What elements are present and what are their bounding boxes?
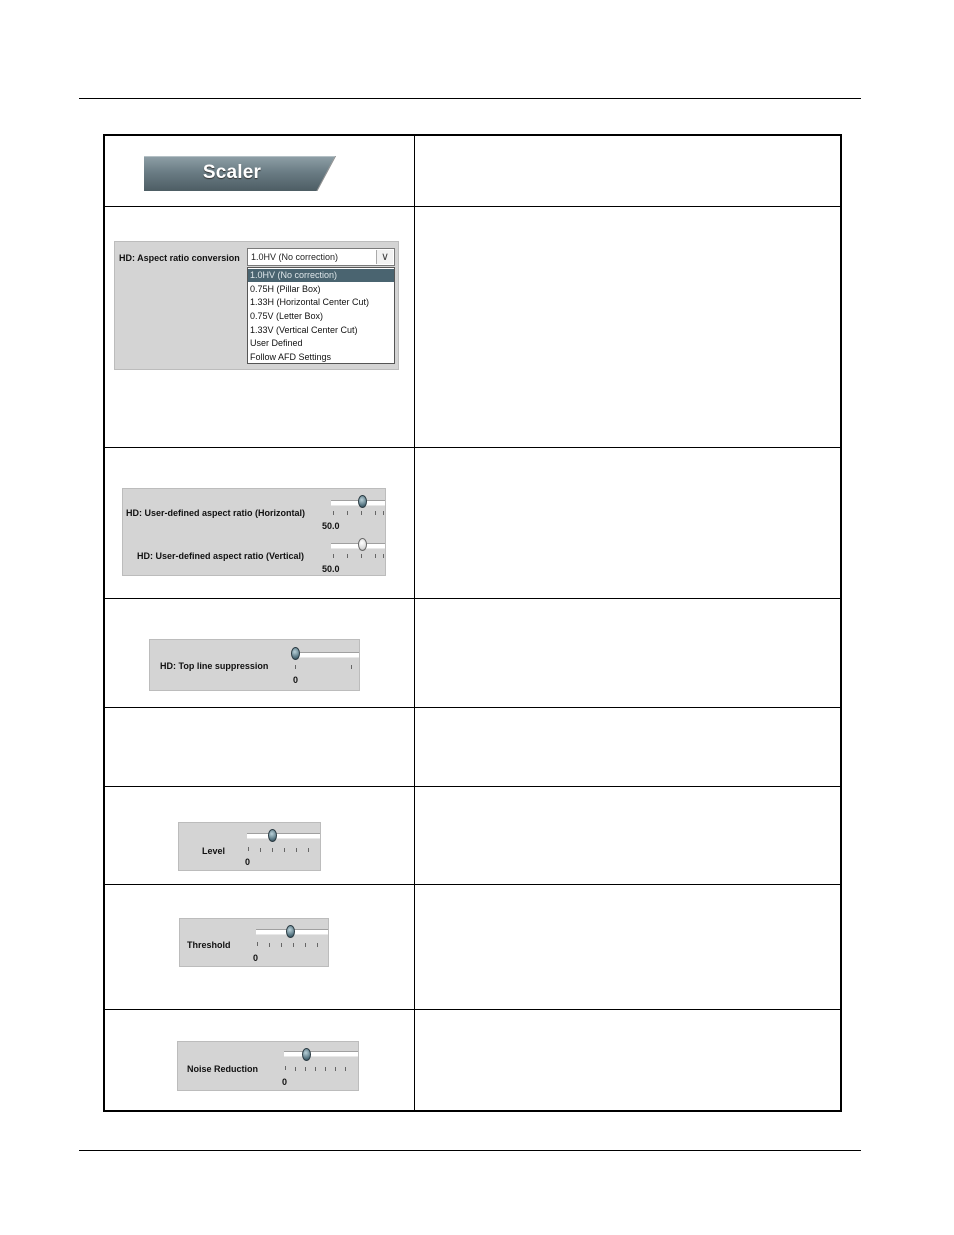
table-row-top-line-suppression (105, 598, 840, 708)
parameter-table (103, 134, 842, 1112)
threshold-panel (179, 918, 329, 967)
tick-mark (375, 511, 376, 515)
tick-mark (317, 943, 318, 947)
top-line-suppression-track[interactable] (292, 652, 359, 658)
scaler-tab-label: Scaler (202, 162, 262, 183)
tick-mark (308, 848, 309, 852)
tick-mark (325, 1067, 326, 1071)
tick-mark (269, 943, 270, 947)
scaler-tab-banner[interactable] (144, 156, 338, 191)
tick-mark (281, 943, 282, 947)
table-row-user-defined-aspect (105, 447, 840, 599)
aspect-ratio-option[interactable]: 0.75H (Pillar Box) (250, 284, 321, 294)
vertical-ratio-value: 50.0 (322, 564, 340, 574)
noise-reduction-track[interactable] (284, 1051, 358, 1057)
level-track[interactable] (247, 833, 320, 839)
table-row-scaler-banner (105, 136, 840, 207)
noise-reduction-value: 0 (282, 1077, 288, 1087)
tick-mark (257, 942, 258, 946)
tick-mark (333, 554, 334, 558)
tick-mark (335, 1067, 336, 1071)
vertical-ratio-label: HD: User-defined aspect ratio (Vertical) (137, 551, 305, 561)
table-row-level (105, 786, 840, 885)
noise-reduction-slider-handle[interactable] (302, 1048, 311, 1061)
aspect-ratio-selected-value: 1.0HV (No correction) (251, 252, 339, 262)
aspect-ratio-select[interactable] (247, 248, 395, 266)
aspect-ratio-option[interactable]: 1.33H (Horizontal Center Cut) (250, 297, 370, 307)
tick-mark (347, 554, 348, 558)
horizontal-ratio-label: HD: User-defined aspect ratio (Horizontal) (126, 508, 306, 518)
user-defined-aspect-panel (122, 488, 386, 576)
top-line-suppression-label: HD: Top line suppression (160, 661, 269, 671)
tick-mark (375, 554, 376, 558)
level-panel (178, 822, 321, 871)
noise-reduction-panel (177, 1041, 359, 1091)
tick-mark (305, 1067, 306, 1071)
tick-mark (361, 511, 362, 515)
tick-mark (248, 847, 249, 851)
tick-mark (383, 511, 384, 515)
tick-mark (284, 848, 285, 852)
noise-reduction-label: Noise Reduction (187, 1064, 259, 1074)
aspect-ratio-option[interactable]: 1.0HV (No correction) (248, 269, 394, 282)
horizontal-ratio-value: 50.0 (322, 521, 340, 531)
horizontal-ratio-slider-handle[interactable] (358, 495, 367, 508)
table-row-noise-reduction (105, 1009, 840, 1112)
top-line-suppression-slider-handle[interactable] (291, 647, 300, 660)
tick-mark (383, 554, 384, 558)
threshold-label: Threshold (187, 940, 231, 950)
level-label: Level (202, 846, 226, 856)
tick-mark (295, 665, 296, 669)
table-row-empty (105, 707, 840, 787)
top-line-suppression-panel (149, 639, 360, 691)
level-value: 0 (245, 857, 251, 867)
aspect-ratio-option[interactable]: 1.33V (Vertical Center Cut) (250, 325, 358, 335)
aspect-ratio-options-list (247, 267, 395, 364)
tick-mark (315, 1067, 316, 1071)
header-rule (79, 98, 861, 99)
aspect-ratio-option[interactable]: User Defined (250, 338, 303, 348)
table-row-threshold (105, 884, 840, 1010)
table-row-aspect-ratio (105, 206, 840, 448)
tick-mark (305, 943, 306, 947)
aspect-ratio-label: HD: Aspect ratio conversion (119, 253, 240, 263)
tick-mark (351, 665, 352, 669)
tick-mark (285, 1066, 286, 1070)
tick-mark (295, 1067, 296, 1071)
aspect-ratio-option[interactable]: Follow AFD Settings (250, 352, 332, 362)
level-slider-handle[interactable] (268, 829, 277, 842)
tick-mark (296, 848, 297, 852)
tick-mark (333, 511, 334, 515)
tick-mark (345, 1067, 346, 1071)
aspect-ratio-panel (114, 241, 399, 370)
top-line-suppression-value: 0 (293, 675, 299, 685)
footer-rule (79, 1150, 861, 1151)
threshold-value: 0 (253, 953, 259, 963)
aspect-ratio-option[interactable]: 0.75V (Letter Box) (250, 311, 324, 321)
vertical-ratio-slider-handle[interactable] (358, 538, 367, 551)
tick-mark (347, 511, 348, 515)
tick-mark (293, 943, 294, 947)
tick-mark (361, 554, 362, 558)
tick-mark (260, 848, 261, 852)
chevron-down-icon[interactable]: ∨ (376, 250, 393, 264)
threshold-slider-handle[interactable] (286, 925, 295, 938)
tick-mark (272, 848, 273, 852)
